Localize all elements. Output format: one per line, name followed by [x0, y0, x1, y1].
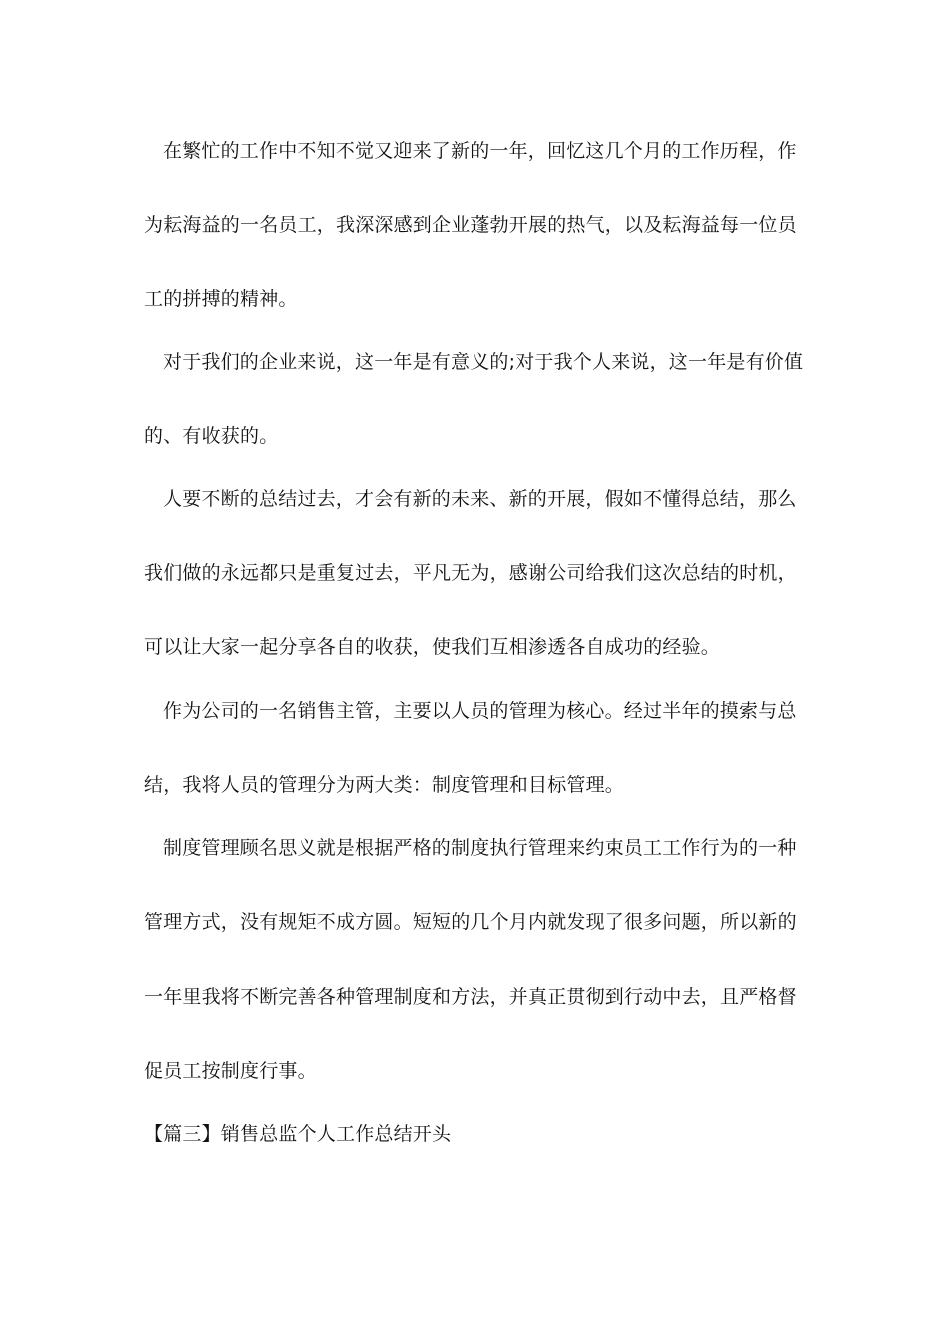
- paragraph-5-line-3: 一年里我将不断完善各种管理制度和方法，并真正贯彻到行动中去，且严格督: [144, 986, 797, 1008]
- section-heading: 【篇三】销售总监个人工作总结开头: [144, 1123, 452, 1145]
- paragraph-1-line-1: 在繁忙的工作中不知不觉又迎来了新的一年，回忆这几个月的工作历程，作: [163, 140, 797, 162]
- paragraph-5-line-1: 制度管理顾名思义就是根据严格的制度执行管理来约束员工工作行为的一种: [163, 837, 797, 859]
- paragraph-4-line-1: 作为公司的一名销售主管，主要以人员的管理为核心。经过半年的摸索与总: [163, 700, 797, 722]
- paragraph-4-line-2: 结，我将人员的管理分为两大类：制度管理和目标管理。: [144, 774, 625, 796]
- paragraph-3-line-1: 人要不断的总结过去，才会有新的未来、新的开展，假如不懂得总结，那么: [163, 488, 797, 510]
- paragraph-3-line-2: 我们做的永远都只是重复过去，平凡无为，感谢公司给我们这次总结的时机，: [144, 562, 797, 584]
- paragraph-1-line-2: 为耘海益的一名员工，我深深感到企业蓬勃开展的热气，以及耘海益每一位员: [144, 214, 797, 236]
- paragraph-1-line-3: 工的拼搏的精神。: [144, 288, 298, 310]
- paragraph-2-line-1: 对于我们的企业来说，这一年是有意义的;对于我个人来说，这一年是有价值: [163, 351, 804, 373]
- paragraph-5-line-4: 促员工按制度行事。: [144, 1060, 317, 1082]
- paragraph-2-line-2: 的、有收获的。: [144, 425, 279, 447]
- paragraph-5-line-2: 管理方式，没有规矩不成方圆。短短的几个月内就发现了很多问题，所以新的: [144, 911, 797, 933]
- paragraph-3-line-3: 可以让大家一起分享各自的收获，使我们互相渗透各自成功的经验。: [144, 636, 721, 658]
